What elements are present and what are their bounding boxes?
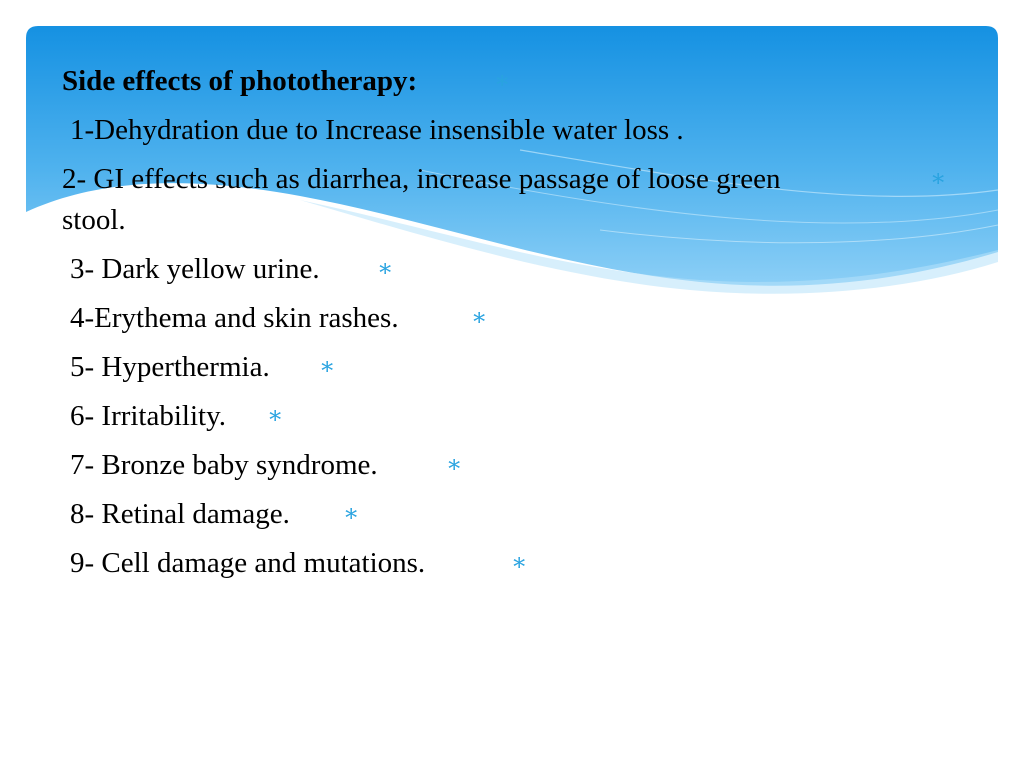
bullet-icon: ∗	[446, 452, 463, 478]
bullet-icon: ∗	[377, 256, 394, 282]
list-item: 2- GI effects such as diarrhea, increase passage of loose green	[62, 163, 781, 195]
list-item: 1-Dehydration due to Increase insensible water loss .	[70, 114, 684, 146]
list-item: 8- Retinal damage.	[70, 498, 290, 530]
slide-title: Side effects of phototherapy:	[62, 65, 418, 97]
list-item: 3- Dark yellow urine.	[70, 253, 320, 285]
list-item: 9- Cell damage and mutations.	[70, 547, 426, 579]
list-item: 5- Hyperthermia.	[70, 351, 270, 383]
bullet-icon: ∗	[471, 305, 488, 331]
list-item-continuation: stool.	[62, 204, 126, 236]
bullet-icon: ∗	[267, 403, 284, 429]
bullet-icon: ∗	[930, 166, 947, 192]
bullet-icon: ∗	[511, 550, 528, 576]
list-item: 7- Bronze baby syndrome.	[70, 449, 378, 481]
list-item: 4-Erythema and skin rashes.	[70, 302, 399, 334]
bullet-icon: ∗	[343, 501, 360, 527]
list-item: 6- Irritability.	[70, 400, 226, 432]
bullet-icon: ∗	[319, 354, 336, 380]
bullet-icon: ∗	[494, 68, 511, 94]
